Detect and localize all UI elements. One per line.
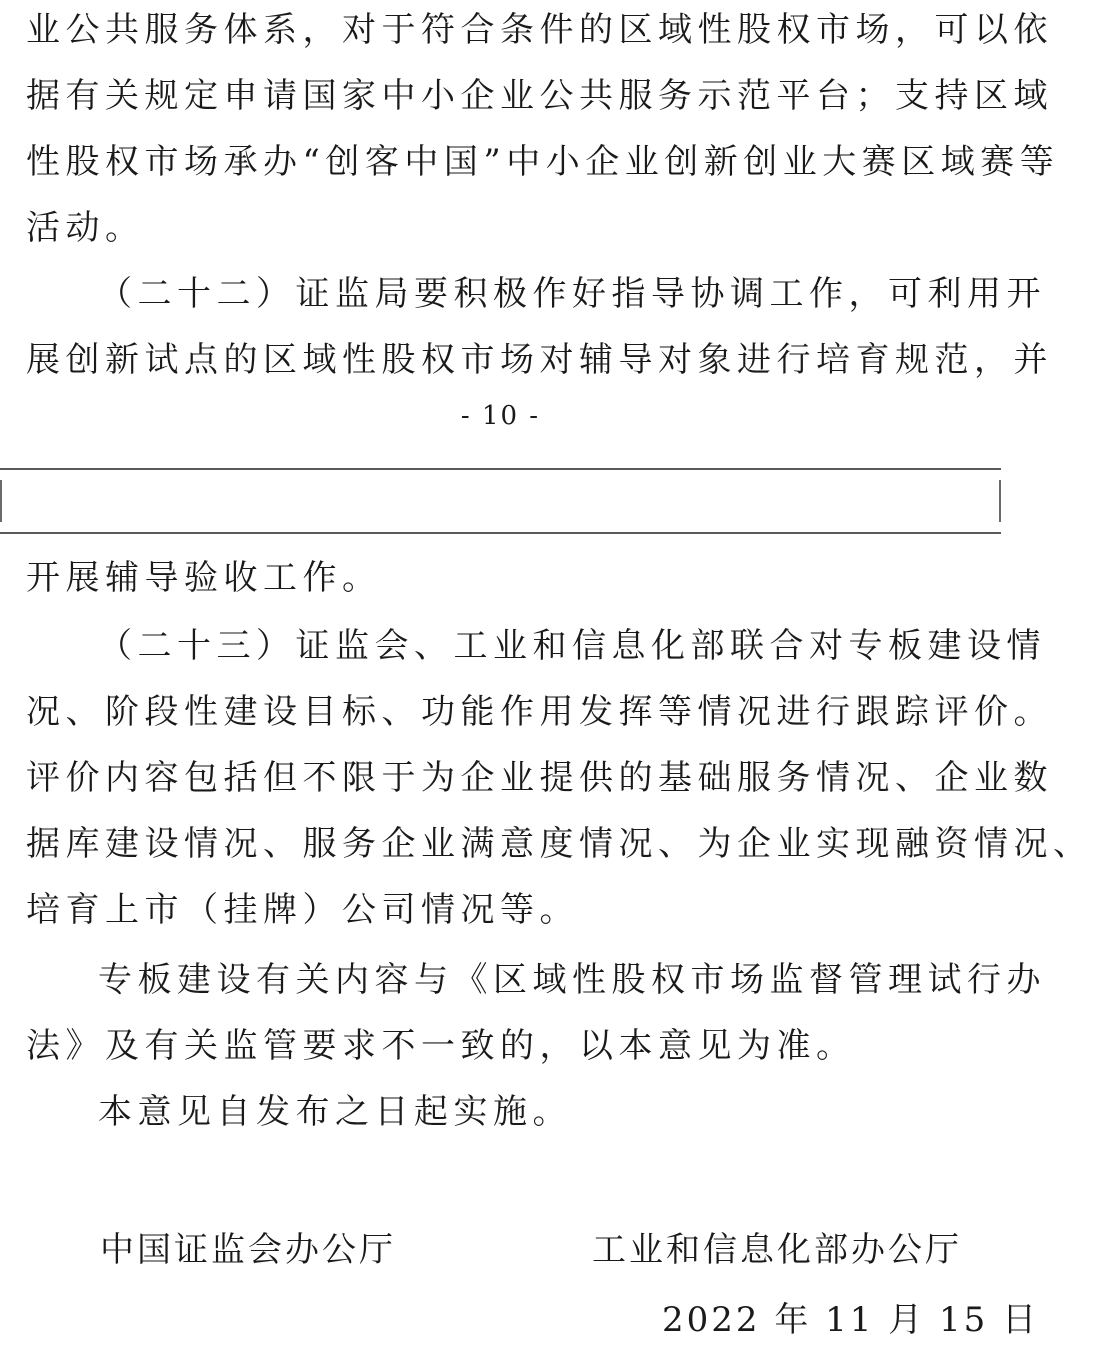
issue-date: 2022 年 11 月 15 日 bbox=[662, 1300, 1040, 1340]
text-line: 评价内容包括但不限于为企业提供的基础服务情况、企业数 bbox=[26, 758, 1053, 798]
text-line: 性股权市场承办“创客中国”中小企业创新创业大赛区域赛等 bbox=[26, 142, 1060, 182]
document-page-bottom bbox=[0, 532, 1093, 1350]
text-line: 法》及有关监管要求不一致的，以本意见为准。 bbox=[26, 1026, 856, 1066]
effective-date-sentence: 本意见自发布之日起实施。 bbox=[98, 1092, 572, 1132]
paragraph-zhuanban-start: 专板建设有关内容与《区域性股权市场监督管理试行办 bbox=[98, 960, 1046, 1000]
text-line: 开展辅导验收工作。 bbox=[26, 558, 382, 598]
signature-miit-office: 工业和信息化部办公厅 bbox=[592, 1230, 962, 1270]
text-line: 活动。 bbox=[26, 208, 145, 248]
signature-csrc-office: 中国证监会办公厅 bbox=[100, 1230, 396, 1270]
text-line: 据有关规定申请国家中小企业公共服务示范平台；支持区域 bbox=[26, 76, 1053, 116]
page-edge-right bbox=[999, 480, 1001, 522]
document-page-top bbox=[0, 0, 1060, 470]
page-edge-left bbox=[0, 480, 2, 522]
page-gap bbox=[0, 470, 1001, 532]
text-line: 据库建设情况、服务企业满意度情况、为企业实现融资情况、 bbox=[26, 824, 1093, 864]
page-number: - 10 - bbox=[460, 401, 541, 431]
text-line: 况、阶段性建设目标、功能作用发挥等情况进行跟踪评价。 bbox=[26, 692, 1053, 732]
paragraph-23-start: （二十三）证监会、工业和信息化部联合对专板建设情 bbox=[98, 626, 1046, 666]
text-line: 业公共服务体系，对于符合条件的区域性股权市场，可以依 bbox=[26, 10, 1053, 50]
text-line: 培育上市（挂牌）公司情况等。 bbox=[26, 890, 579, 930]
paragraph-22-start: （二十二）证监局要积极作好指导协调工作，可利用开 bbox=[98, 274, 1046, 314]
text-line: 展创新试点的区域性股权市场对辅导对象进行培育规范，并 bbox=[26, 340, 1053, 380]
